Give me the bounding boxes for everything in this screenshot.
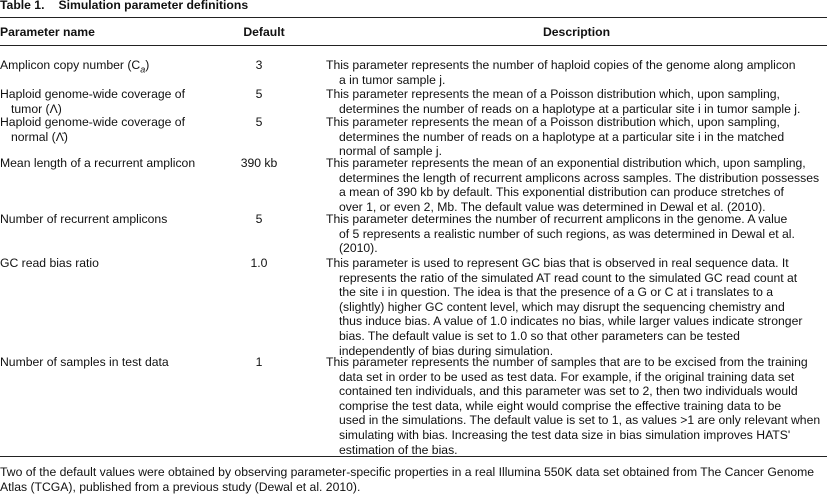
table-label: Table 1. (0, 0, 45, 12)
header-rule (0, 45, 827, 46)
default-value-cell: 1.0 (250, 256, 268, 270)
description-cell: This parameter represents the mean of a Poisson distribution which, upon sampling, determines the number of reads on a haplotype at a particular site i in the matched normal of sample j. (326, 115, 785, 159)
default-value-cell: 5 (255, 212, 263, 226)
description-cell: This parameter represents the mean of an exponential distribution which, upon sampling, determines the length of recurrent amplicons across samples. The distribution possesses a mean of 390 kb by default. This exponential distribution can produce stretches of over 1, or even 2, Mb. The default value was determined in Dewal et al. (2010). (326, 156, 820, 214)
default-value-cell: 390 kb (240, 156, 278, 170)
table-caption (0, 0, 827, 12)
description-cell: This parameter represents the number of haploid copies of the genome along amplicon a in tumor sample j. (326, 58, 796, 87)
parameter-name-cell: Amplicon copy number $(C_a)$ (0, 58, 150, 75)
table-footnote: Two of the default values were obtained by observing parameter-specific properties in a real Illumina 550K data set obtained from The Cancer Genome Atlas (TCGA), published from a previous study (Dewal et al. 2010). (0, 465, 815, 494)
header-parameter-name: Parameter name (0, 25, 95, 39)
parameter-name-cell: Number of samples in test data (0, 355, 169, 369)
bottom-rule (0, 456, 827, 457)
description-cell: This parameter is used to represent GC bias that is observed in real sequence data. It represents the ratio of the simulated AT read count to the simulated GC read count at the site i in question. The idea is that the presence of a G or C at i translates to a (slightly) higher GC content level, which may disrupt the sequencing chemistry and thus induce bias. A value of 1.0 indicates no bias, while larger values indicate stronger bias. The default value is set to 1.0 so that other parameters can be tested independently of bias during simulation. (326, 256, 803, 358)
description-cell: This parameter represents the number of samples that are to be excised from the training data set in order to be used as test data. For example, if the original training data set contained ten individuals, and this parameter was set to 2, then two individuals would comprise the test data, while eight would comprise the effective training data to be used in the simulations. The default value is set to 1, as values >1 are only relevant when simulating with bias. Increasing the test data size in bias simulation improves HATS' estimation of the bias. (326, 355, 821, 457)
header-description: Description (542, 25, 611, 39)
parameter-name-cell: Haploid genome-wide coverage of tumor (Λ) (0, 87, 185, 116)
default-value-cell: 1 (255, 355, 263, 369)
default-value-cell: 5 (255, 115, 263, 129)
parameter-name-cell: Haploid genome-wide coverage of normal (Λ̄) (0, 115, 185, 144)
table-title: Simulation parameter definitions (58, 0, 249, 12)
parameter-name-cell: Mean length of a recurrent amplicon (0, 156, 196, 170)
default-value-cell: 5 (255, 87, 263, 101)
default-value-cell: 3 (255, 58, 263, 72)
top-rule (0, 17, 827, 18)
header-default: Default (243, 25, 285, 39)
description-cell: This parameter represents the mean of a Poisson distribution which, upon sampling, determines the number of reads on a haplotype at a particular site i in tumor sample j. (326, 87, 801, 116)
description-cell: This parameter determines the number of recurrent amplicons in the genome. A value of 5 represents a realistic number of such regions, as was determined in Dewal et al. (2010). (326, 212, 795, 256)
parameter-name-cell: Number of recurrent amplicons (0, 212, 168, 226)
parameter-name-cell: GC read bias ratio (0, 256, 99, 270)
